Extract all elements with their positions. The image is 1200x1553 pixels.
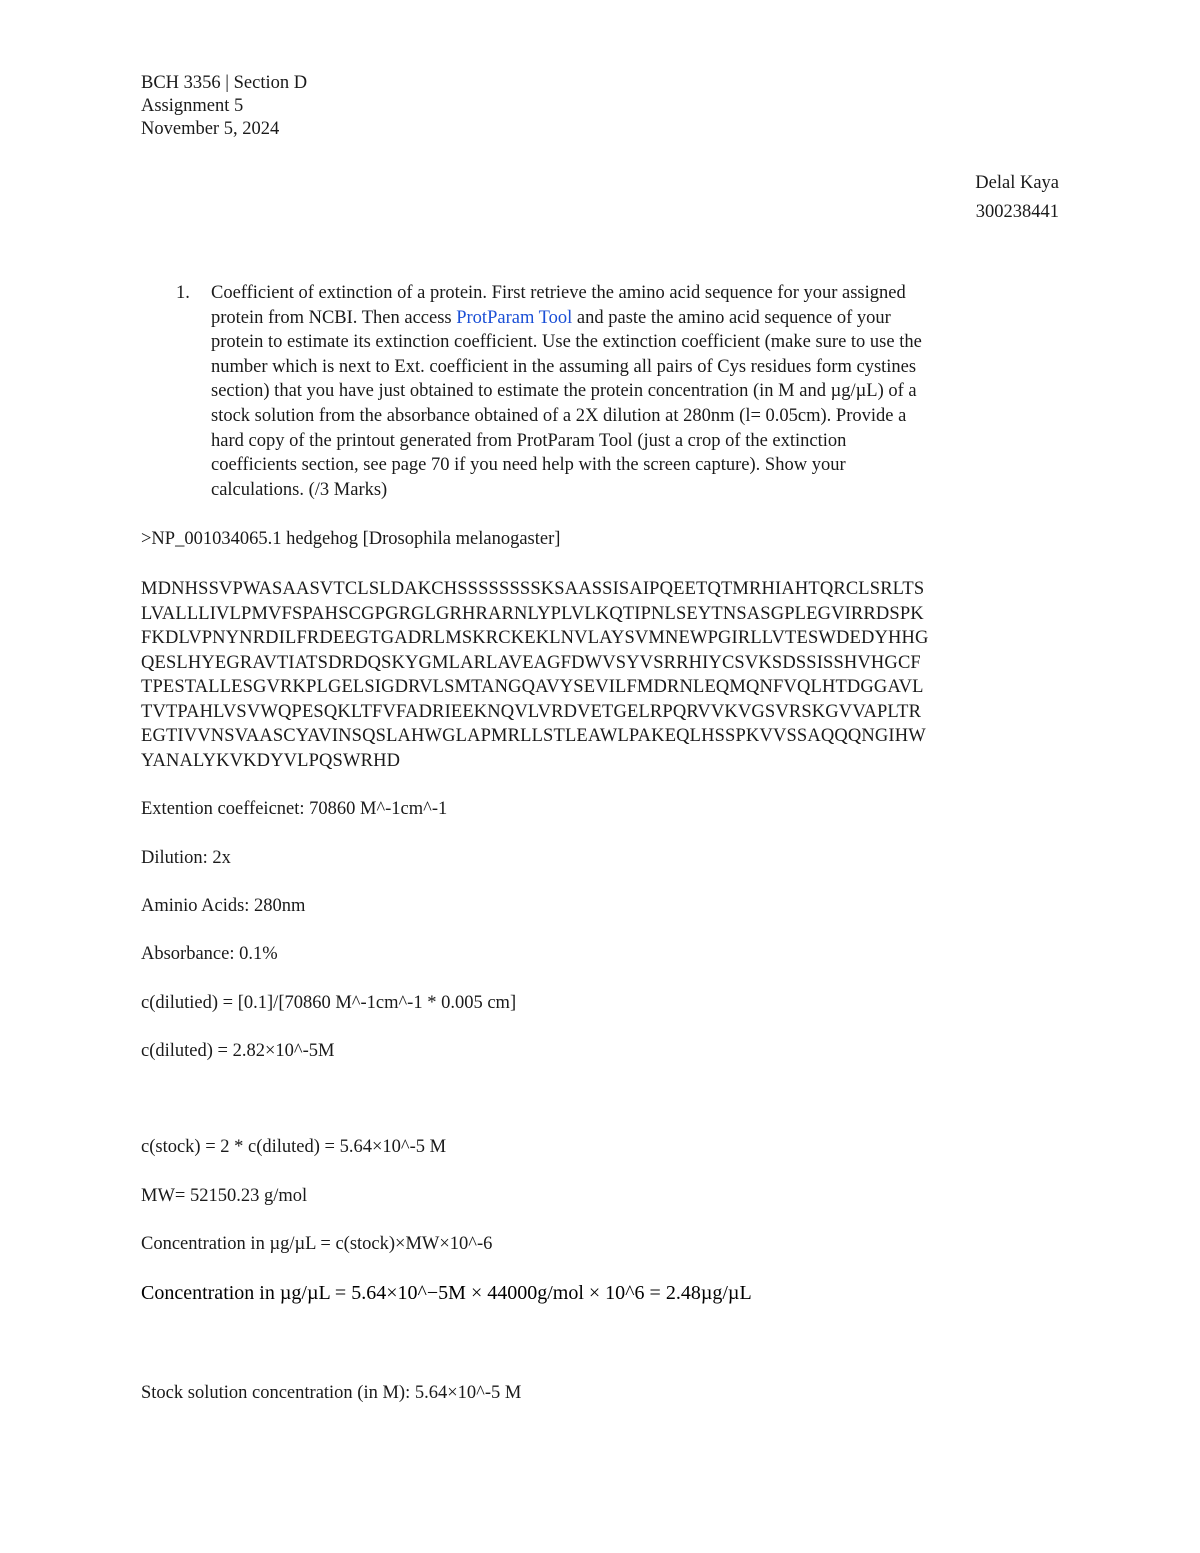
sequence-header: >NP_001034065.1 hedgehog [Drosophila melanogaster] [141, 529, 561, 549]
stock-concentration: Stock solution concentration (in M): 5.64×10^-5 M [141, 1383, 522, 1403]
question-line: number which is next to Ext. coefficient in the assuming all pairs of Cys residues form cystines [211, 356, 917, 377]
c-stock-result: c(stock) = 2 * c(diluted) = 5.64×10^-5 M [141, 1137, 447, 1157]
student-info [975, 169, 1059, 227]
question-line-prefix: protein from NCBI. Then access [211, 307, 457, 328]
sequence-line: FKDLVPNYNRDILFRDEEGTGADRLMSKRCKEKLNVLAYSVMNEWPGIRLLVTESWDEDYHHG [141, 628, 929, 648]
protparam-link[interactable]: ProtParam Tool [456, 307, 573, 328]
course-heading: BCH 3356 | Section D [141, 73, 308, 93]
question-line: hard copy of the printout generated from ProtParam Tool (just a crop of the extinction [211, 430, 847, 451]
assignment-title: Assignment 5 [141, 96, 244, 116]
assignment-date: November 5, 2024 [141, 119, 280, 139]
absorbance: Absorbance: 0.1% [141, 944, 278, 964]
sequence-line: LVALLLIVLPMVFSPAHSCGPGRGLGRHRARNLYPLVLKQTIPNLSEYTNSASGPLEGVIRRDSPK [141, 603, 924, 624]
question-line: stock solution from the absorbance obtained of a 2X dilution at 280nm (l= 0.05cm). Provide a [211, 405, 907, 426]
question-line [211, 306, 1061, 331]
sequence-line: YANALYKVKDYVLPQSWRHD [141, 750, 401, 771]
sequence-line: TPESTALLESGVRKPLGELSIGDRVLSMTANGQAVYSEVILFMDRNLEQMQNFVQLHTDGGAVL [141, 677, 924, 697]
sequence-line: TVTPAHLVSVWQPESQKLTFVFADRIEEKNQVLVRDVETGELRPQRVVKVGSVRSKGVVAPLTR [141, 701, 922, 722]
student-id: 300238441 [975, 202, 1059, 222]
question-line: Coefficient of extinction of a protein. First retrieve the amino acid sequence for your assigned [211, 283, 906, 303]
question-line: coefficients section, see page 70 if you need help with the screen capture). Show your [211, 455, 846, 476]
dilution: Dilution: 2x [141, 848, 231, 868]
amino-acids-wavelength: Aminio Acids: 280nm [141, 896, 306, 916]
question-number: 1. [176, 283, 190, 303]
question-line: protein to estimate its extinction coefficient. Use the extinction coefficient (make sure to use the [211, 332, 922, 353]
sequence-line: EGTIVVNSVAASCYAVINSQSLAHWGLAPMRLLSTLEAWLPAKEQLHSSPKVVSSAQQQNGIHW [141, 726, 926, 746]
question-text [211, 281, 1061, 502]
sequence-line: MDNHSSVPWASAASVTCLSLDAKCHSSSSSSSSKSAASSISAIPQEETQTMRHIAHTQRCLSRLTS [141, 579, 925, 599]
c-dilutied-formula: c(dilutied) = [0.1]/[70860 M^-1cm^-1 * 0.005 cm] [141, 993, 517, 1013]
c-diluted-result: c(diluted) = 2.82×10^-5M [141, 1041, 335, 1061]
amino-acid-sequence [141, 577, 929, 773]
extinction-coefficient: Extention coeffeicnet: 70860 M^-1cm^-1 [141, 799, 448, 819]
sequence-line: QESLHYEGRAVTIATSDRDQSKYGMLARLAVEAGFDWVSYVSRRHIYCSVKSDSSISSHVHGCF [141, 652, 921, 673]
concentration-result: Concentration in µg/µL = 5.64×10^−5M × 44000g/mol × 10^6 = 2.48µg/µL [141, 1282, 752, 1304]
concentration-formula: Concentration in µg/µL = c(stock)×MW×10^-6 [141, 1234, 493, 1254]
question-line: calculations. (/3 Marks) [211, 479, 388, 500]
student-name: Delal Kaya [975, 173, 1059, 193]
question-line-suffix: and paste the amino acid sequence of your [572, 307, 891, 328]
molecular-weight: MW= 52150.23 g/mol [141, 1186, 308, 1206]
question-line: section) that you have just obtained to estimate the protein concentration (in M and µg/µL) of a [211, 381, 917, 402]
